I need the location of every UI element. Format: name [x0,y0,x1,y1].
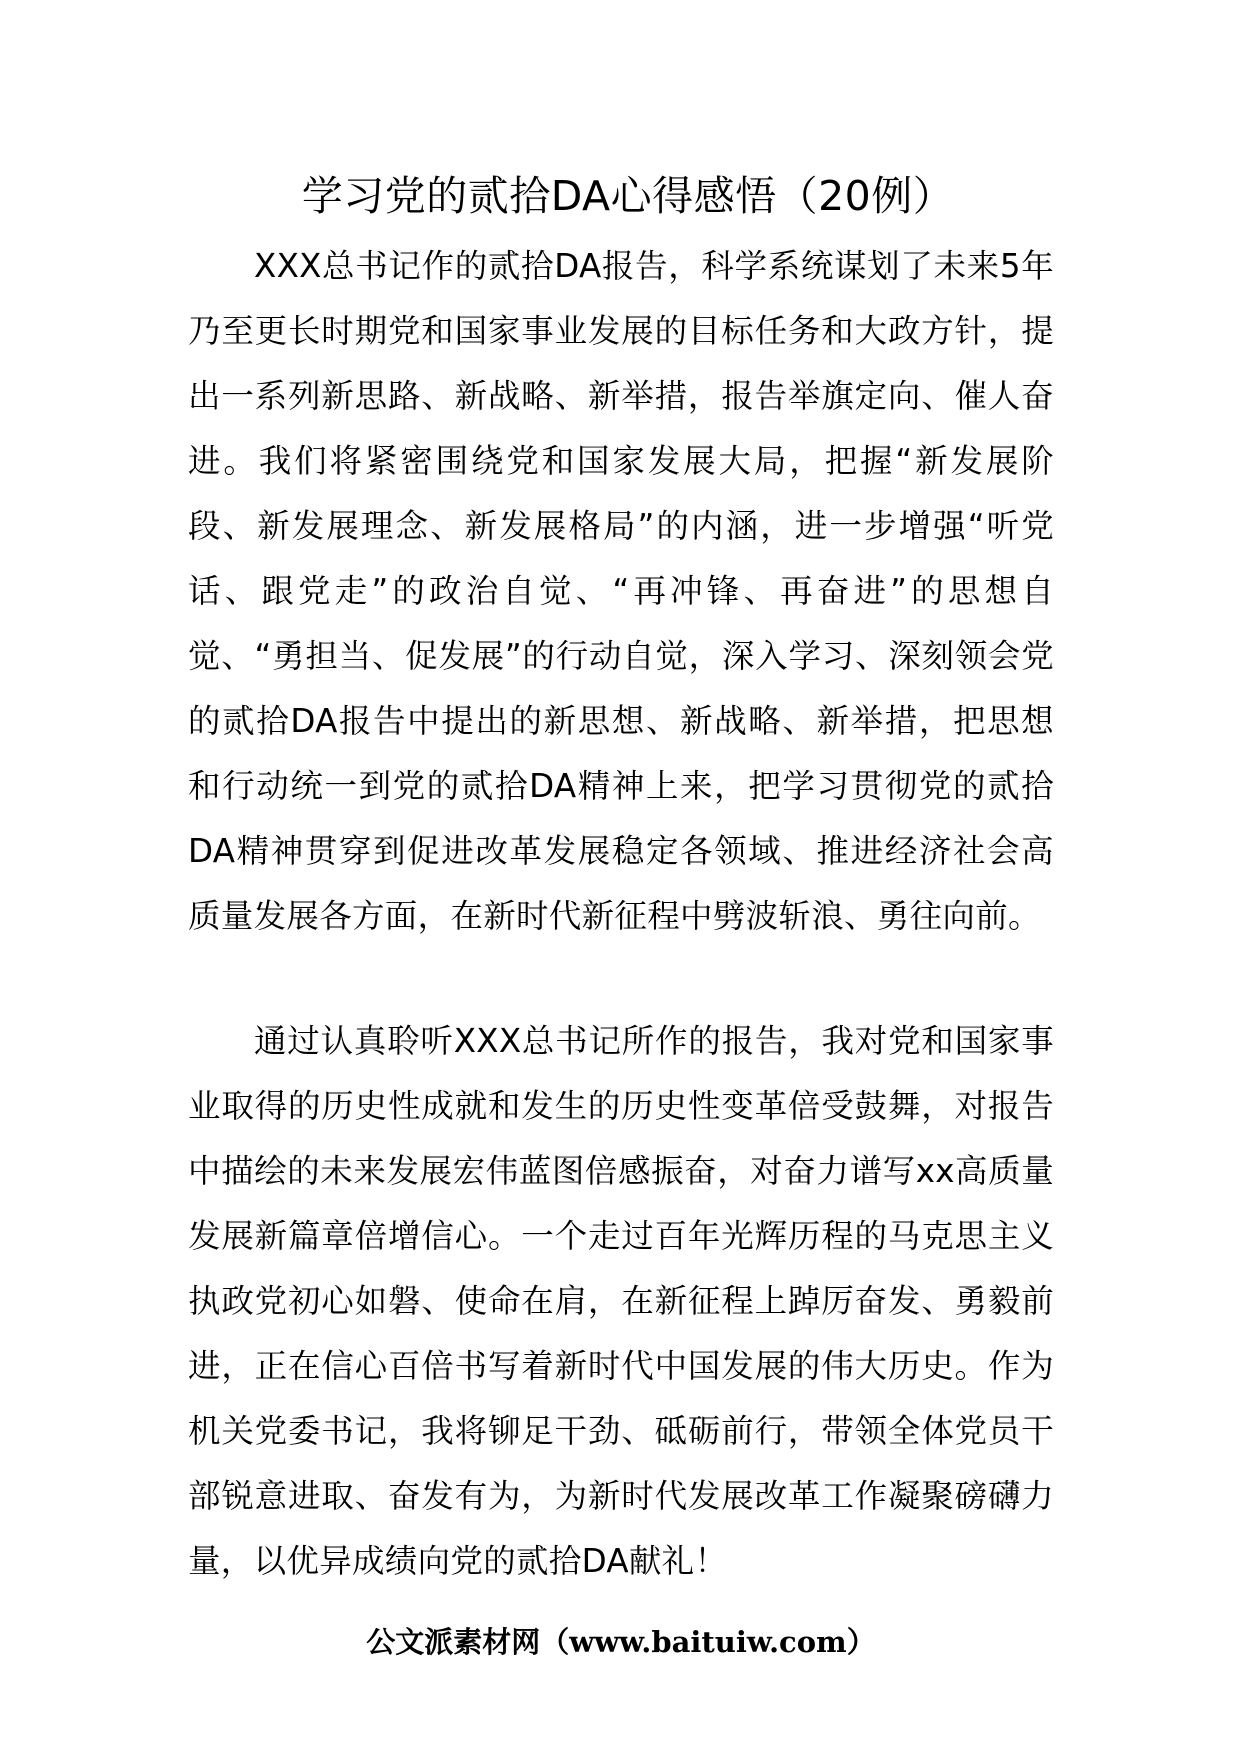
document-title: 学习党的贰拾DA心得感悟（20例） [301,172,955,220]
footer-source: 公文派素材网（www.baituiw.com） [366,1625,876,1659]
body-paragraph-1: XXX总书记作的贰拾DA报告，科学系统谋划了未来5年乃至更长时期党和国家事业发展的目标任务和大政方针，提出一系列新思路、新战略、新举措，报告举旗定向、催人奋进。我们将紧密围绕党和国家发展大局，把握“新发展阶段、新发展理念、新发展格局”的内涵，进一步增强“听党话、跟党走”的政治自觉、“再冲锋、再奋进”的思想自觉、“勇担当、促发展”的行动自觉，深入学习、深刻领会党的贰拾DA报告中提出的新思想、新战略、新举措，把思想和行动统一到党的贰拾DA精神上来，把学习贯彻党的贰拾DA精神贯穿到促进改革发展稳定各领域、推进经济社会高质量发展各方面，在新时代新征程中劈波斩浪、勇往向前。 [188,247,1054,935]
body-paragraph-2: 通过认真聆听XXX总书记所作的报告，我对党和国家事业取得的历史性成就和发生的历史性变革倍受鼓舞，对报告中描绘的未来发展宏伟蓝图倍感振奋，对奋力谱写xx高质量发展新篇章倍增信心。一个走过百年光辉历程的马克思主义执政党初心如磐、使命在肩，在新征程上踔厉奋发、勇毅前进，正在信心百倍书写着新时代中国发展的伟大历史。作为机关党委书记，我将铆足干劲、砥砺前行，带领全体党员干部锐意进取、奋发有为，为新时代发展改革工作凝聚磅礴力量，以优异成绩向党的贰拾DA献礼！ [188,1022,1054,1580]
